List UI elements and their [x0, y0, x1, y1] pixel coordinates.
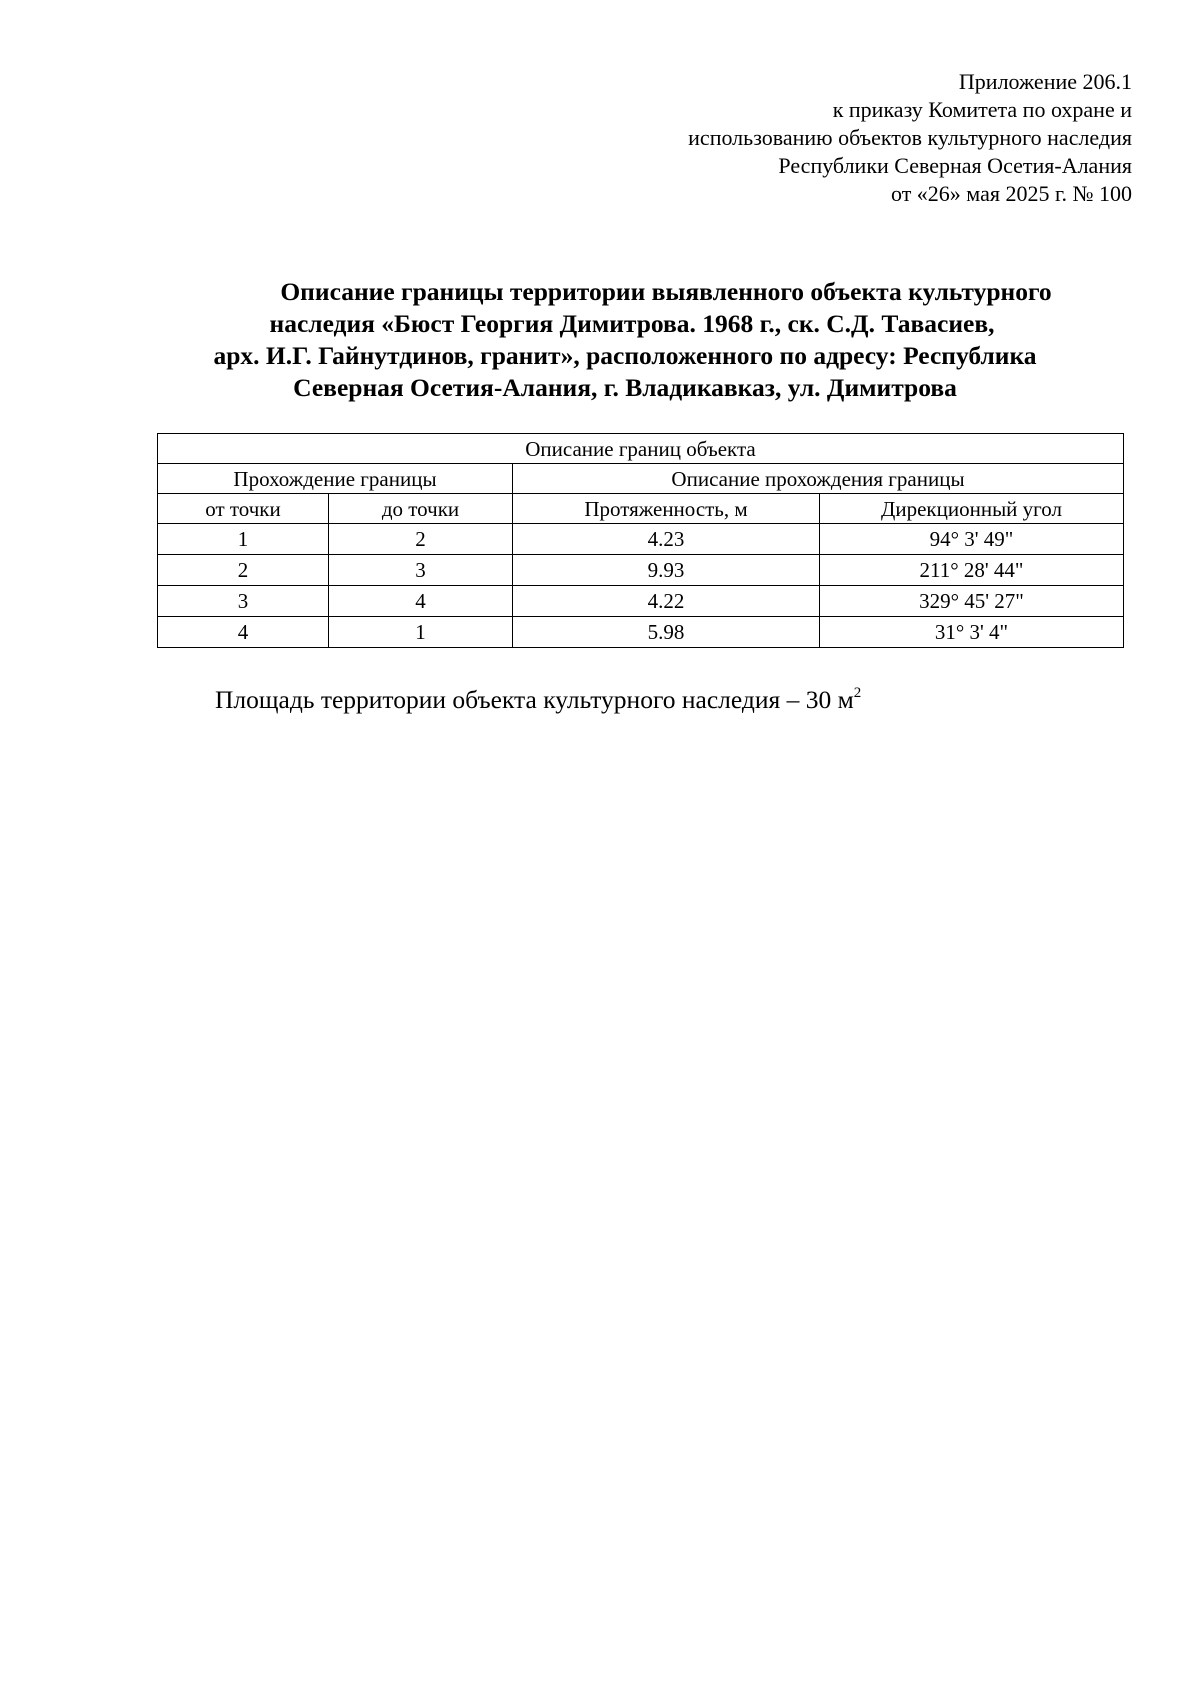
- cell-angle: 31° 3' 4": [820, 617, 1124, 648]
- cell-angle: 211° 28' 44": [820, 555, 1124, 586]
- column-header-angle: Дирекционный угол: [820, 494, 1124, 524]
- area-unit-exponent: 2: [853, 685, 862, 701]
- title-line: арх. И.Г. Гайнутдинов, гранит», расположенного по адресу: Республика: [213, 341, 1037, 370]
- document-title: [150, 276, 1100, 404]
- table-row: [158, 555, 1124, 586]
- title-line: наследия «Бюст Георгия Димитрова. 1968 г., ск. С.Д. Тавасиев,: [269, 309, 995, 338]
- cell-length: 4.23: [513, 524, 820, 555]
- appendix-order-ref: к приказу Комитета по охране и: [832, 97, 1132, 122]
- table-group-header-row: [158, 464, 1124, 494]
- column-header-length: Протяженность, м: [513, 494, 820, 524]
- appendix-republic: Республики Северная Осетия-Алания: [778, 153, 1132, 178]
- cell-to: 4: [329, 586, 513, 617]
- cell-to: 1: [329, 617, 513, 648]
- cell-length: 4.22: [513, 586, 820, 617]
- appendix-committee: использованию объектов культурного наследия: [688, 125, 1132, 150]
- column-header-from: от точки: [158, 494, 329, 524]
- cell-from: 1: [158, 524, 329, 555]
- cell-angle: 329° 45' 27": [820, 586, 1124, 617]
- cell-to: 2: [329, 524, 513, 555]
- group-header-passage: Прохождение границы: [158, 464, 513, 494]
- appendix-date: от «26» мая 2025 г. № 100: [890, 181, 1132, 206]
- boundary-table: [157, 433, 1124, 648]
- cell-to: 3: [329, 555, 513, 586]
- appendix-number: Приложение 206.1: [958, 69, 1132, 94]
- table-row: [158, 524, 1124, 555]
- table-row: [158, 617, 1124, 648]
- title-line: Описание границы территории выявленного объекта культурного: [280, 277, 1052, 306]
- cell-length: 5.98: [513, 617, 820, 648]
- table-column-header-row: [158, 494, 1124, 524]
- cell-angle: 94° 3' 49": [820, 524, 1124, 555]
- appendix-header: [688, 68, 1132, 208]
- table-row: [158, 586, 1124, 617]
- area-text: Площадь территории объекта культурного наследия – 30 м: [215, 685, 854, 714]
- cell-from: 4: [158, 617, 329, 648]
- table-caption-row: [158, 434, 1124, 464]
- table-caption: Описание границ объекта: [158, 434, 1124, 464]
- column-header-to: до точки: [329, 494, 513, 524]
- title-line: Северная Осетия-Алания, г. Владикавказ, ул. Димитрова: [293, 373, 957, 402]
- cell-from: 2: [158, 555, 329, 586]
- area-statement: [215, 684, 861, 716]
- group-header-description: Описание прохождения границы: [513, 464, 1124, 494]
- cell-from: 3: [158, 586, 329, 617]
- cell-length: 9.93: [513, 555, 820, 586]
